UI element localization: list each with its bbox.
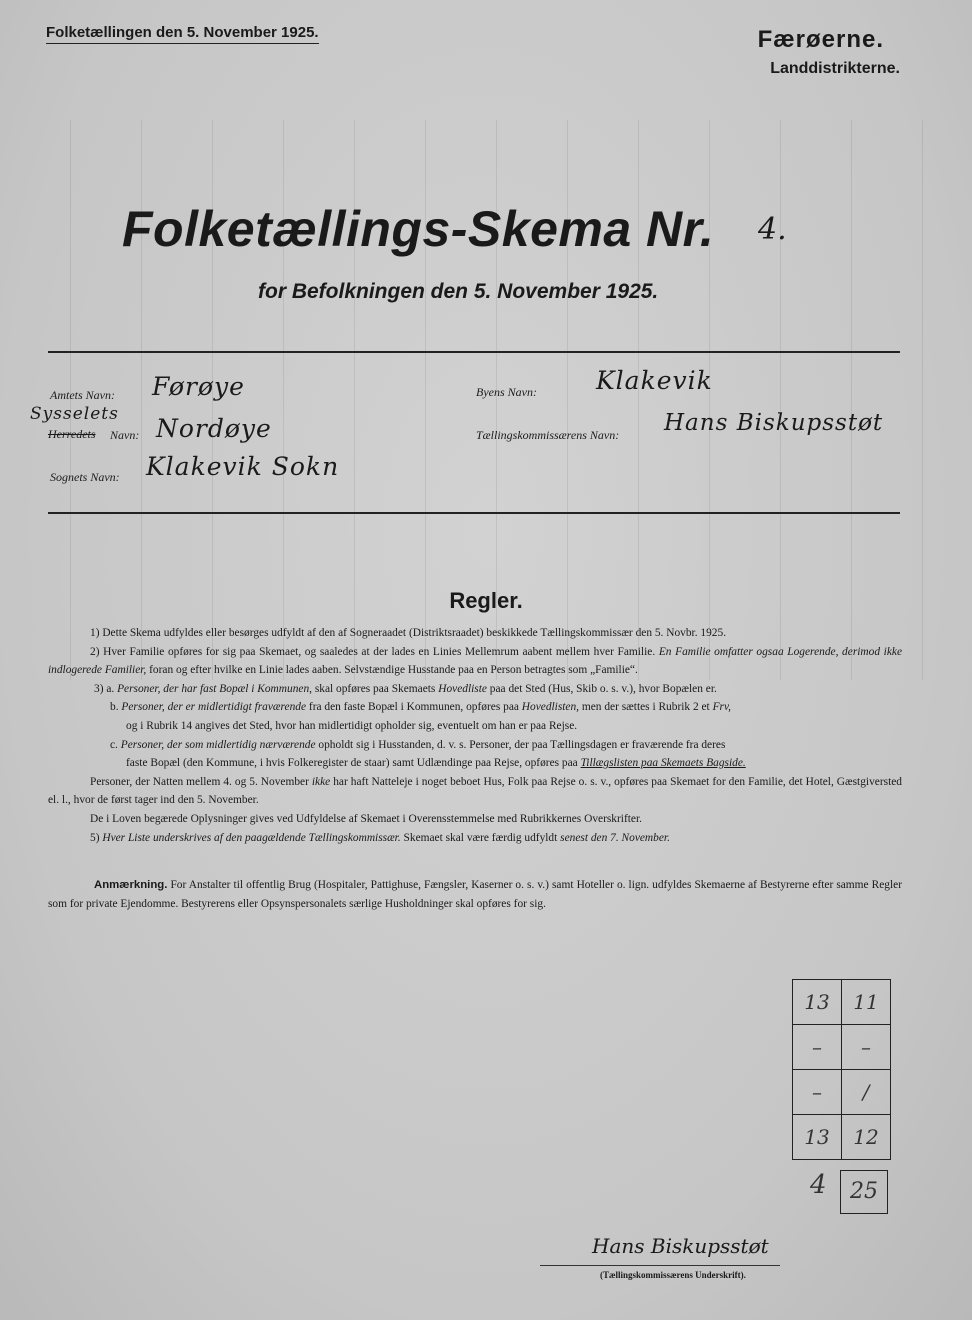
rule-2: 2) Hver Familie opføres for sig paa Skemaet, og saaledes at der lades en Linies Mellemrum aabent mellem hver Familie. En Familie omfatter ogsaa Logerende, derimod ikke indlogerede Familier, foran og efter hvilke en Linie lades aaben. Selvstændige Husstande paa en Person betragtes som „Familie“. [48,645,903,677]
signature-line [540,1265,780,1266]
tally-row [793,1070,891,1115]
tally-cell: – [842,1025,891,1070]
sogn-label: Sognets Navn: [50,470,120,484]
divider-bottom [48,512,900,514]
annotation-note: Anmærkning. For Anstalter til offentlig Brug (Hospitaler, Pattighuse, Fængsler, Kaserner o. s. v.) samt Hoteller o. lign. udfyldes Skemaerne af Bestyrerne efter samme Regler som for private Ejendomme. Bestyrerens eller Opsynspersonalets særlige Husholdninger skal opføres for sig. [48,879,902,910]
tally-cell: – [793,1025,842,1070]
rule-4b: De i Loven begærede Oplysninger gives ved Udfyldelse af Skemaet i Overensstemmelse med Rubrikkernes Overskrifter. [90,812,642,825]
form-number-handwritten: 4. [758,212,787,247]
tally-cell: 12 [842,1115,891,1160]
tally-total-right: 25 [840,1170,888,1214]
signature-caption: (Tællingskommissærens Underskrift). [600,1270,746,1280]
syssel-struck-label: Herredets [48,427,96,441]
rule-3b-cont: og i Rubrik 14 angives det Sted, hvor han midlertidigt opholder sig, eventuelt om han er paa Rejse. [126,719,578,732]
tally-total-left: 4 [810,1170,827,1200]
tally-table [792,979,891,1160]
rule-5: 5) Hver Liste underskrives af den paagældende Tællingskommissær. Skemaet skal være færdig udfyldt senest den 7. November. [90,831,670,844]
syssel-label: Navn: [110,428,140,442]
rule-3a: 3) a. Personer, der har fast Bopæl i Kommunen, skal opføres paa Skemaets Hovedliste paa det Sted (Hus, Skib o. s. v.), hvor Bopælen er. [94,682,717,695]
rule-3c-cont: faste Bopæl (den Kommune, i hvis Folkeregister de staar) samt Udlændinge paa Rejse, opføres paa Tillægslisten paa Skemaets Bagside. [126,757,746,770]
kommissaer-value: Hans Biskupsstøt [664,410,884,436]
annotation-label: Anmærkning. [94,879,168,891]
rule-3b: b. Personer, der er midlertidigt fraværende fra den faste Bopæl i Kommunen, opføres paa Hovedlisten, men der sættes i Rubrik 2 et Frv, [110,701,732,714]
by-value: Klakevik [596,366,713,395]
rules-text [48,624,902,847]
divider-top [48,351,900,353]
header-census-date: Folketællingen den 5. November 1925. [46,24,319,44]
amt-value: Førøye [152,372,245,401]
syssel-value: Nordøye [156,414,272,443]
syssel-handwritten: Sysselets [30,404,119,424]
by-label: Byens Navn: [476,385,537,399]
sogn-value: Klakevik Sokn [146,452,340,481]
rule-1: 1) Dette Skema udfyldes eller besørges udfyldt af den af Sogneraadet (Distriktsraadet) beskikkede Tællingskommissær den 5. Novbr. 1925. [90,627,727,639]
tally-cell: – [793,1070,842,1115]
tally-cell: 11 [842,980,891,1025]
rules-heading: Regler. [449,588,523,613]
signature: Hans Biskupsstøt [592,1234,769,1258]
tally-row [793,1025,891,1070]
amt-label: Amtets Navn: [50,388,115,402]
tally-cell: 13 [793,980,842,1025]
rule-3c: c. Personer, der som midlertidig nærværende opholdt sig i Husstanden, d. v. s. Personer, der paa Tællingsdagen er fraværende fra deres [110,738,726,751]
tally-cell: 13 [793,1115,842,1160]
form-title: Folketællings-Skema Nr. [122,201,715,257]
tally-row [793,980,891,1025]
form-subtitle: for Befolkningen den 5. November 1925. [258,280,659,303]
tally-cell: / [842,1070,891,1115]
header-district: Landdistrikterne. [770,60,900,77]
kommissaer-label: Tællingskommissærens Navn: [476,428,620,442]
rule-4: Personer, der Natten mellem 4. og 5. November ikke har haft Natteleje i noget beboet Hus, Folk paa Rejse o. s. v., opføres paa Skemaet for den Familie, det Hotel, Gæstgiversted el. l., hvor de først tager ind den 5. November. [48,775,902,807]
header-region: Færøerne. [757,26,884,53]
tally-row [793,1115,891,1160]
